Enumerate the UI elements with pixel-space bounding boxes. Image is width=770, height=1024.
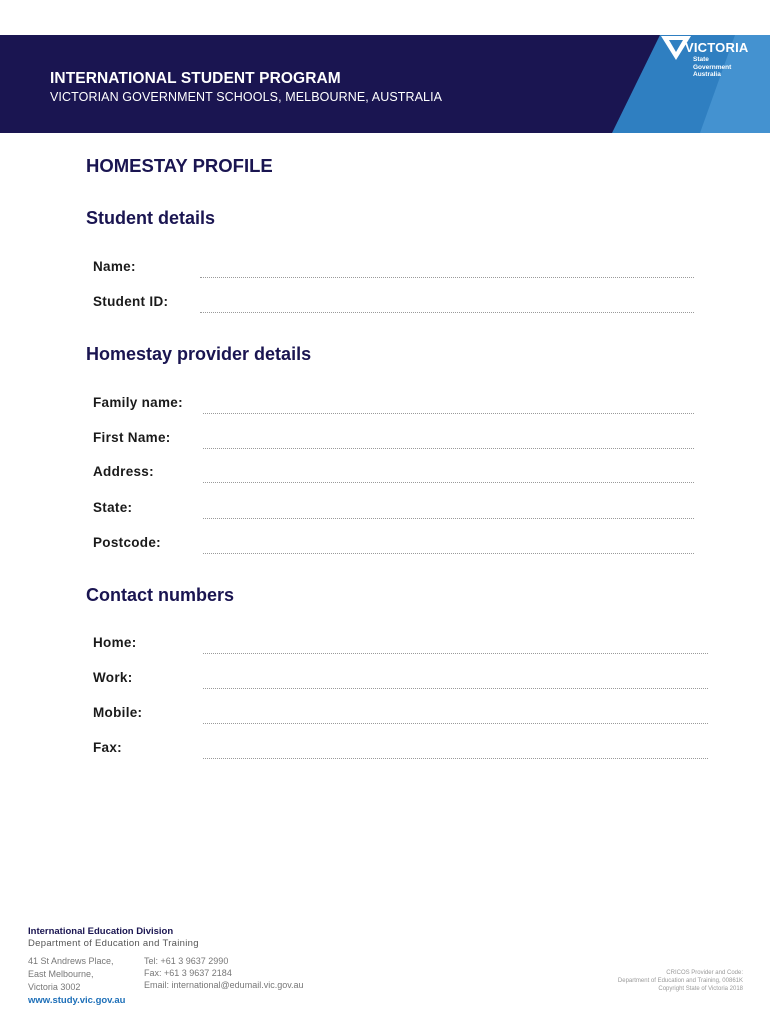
family-name-field[interactable] [203,413,694,414]
logo-name: VICTORIA [685,40,749,55]
label-first-name: First Name: [93,430,171,445]
home-phone-field[interactable] [203,653,708,654]
label-state: State: [93,500,133,515]
label-name: Name: [93,259,136,274]
footer-department: Department of Education and Training [28,938,199,949]
label-home: Home: [93,635,137,650]
label-family-name: Family name: [93,395,183,410]
label-student-id: Student ID: [93,294,169,309]
program-title: INTERNATIONAL STUDENT PROGRAM [50,70,341,87]
work-phone-field[interactable] [203,688,708,689]
student-id-field[interactable] [200,312,694,313]
label-postcode: Postcode: [93,535,161,550]
first-name-field[interactable] [203,448,694,449]
address-field[interactable] [203,482,694,483]
fax-field[interactable] [203,758,708,759]
mobile-phone-field[interactable] [203,723,708,724]
section-heading-contact: Contact numbers [86,585,235,605]
footer-division: International Education Division [28,926,174,937]
label-mobile: Mobile: [93,705,143,720]
program-subtitle: VICTORIAN GOVERNMENT SCHOOLS, MELBOURNE, AUSTRALIA [50,90,443,104]
postcode-field[interactable] [203,553,694,554]
section-heading-student: Student details [86,208,216,228]
footer-website-link[interactable]: www.study.vic.gov.au [28,995,126,1006]
footer-contact: Tel: +61 3 9637 2990 Fax: +61 3 9637 2184 Email: international@edumail.vic.gov.au [144,956,304,990]
label-address: Address: [93,464,154,479]
section-heading-provider: Homestay provider details [86,344,312,364]
name-field[interactable] [200,277,694,278]
header-banner [0,35,770,133]
label-work: Work: [93,670,133,685]
footer-legal: CRICOS Provider and Code: Department of Education and Training, 00861K Copyright State of Victoria 2018 [617,970,743,992]
page-title: HOMESTAY PROFILE [86,155,273,176]
footer-address: 41 St Andrews Place, East Melbourne, Victoria 3002 [28,956,114,992]
logo-tagline: State Government Australia [693,56,732,78]
state-field[interactable] [203,518,694,519]
label-fax: Fax: [93,740,122,755]
